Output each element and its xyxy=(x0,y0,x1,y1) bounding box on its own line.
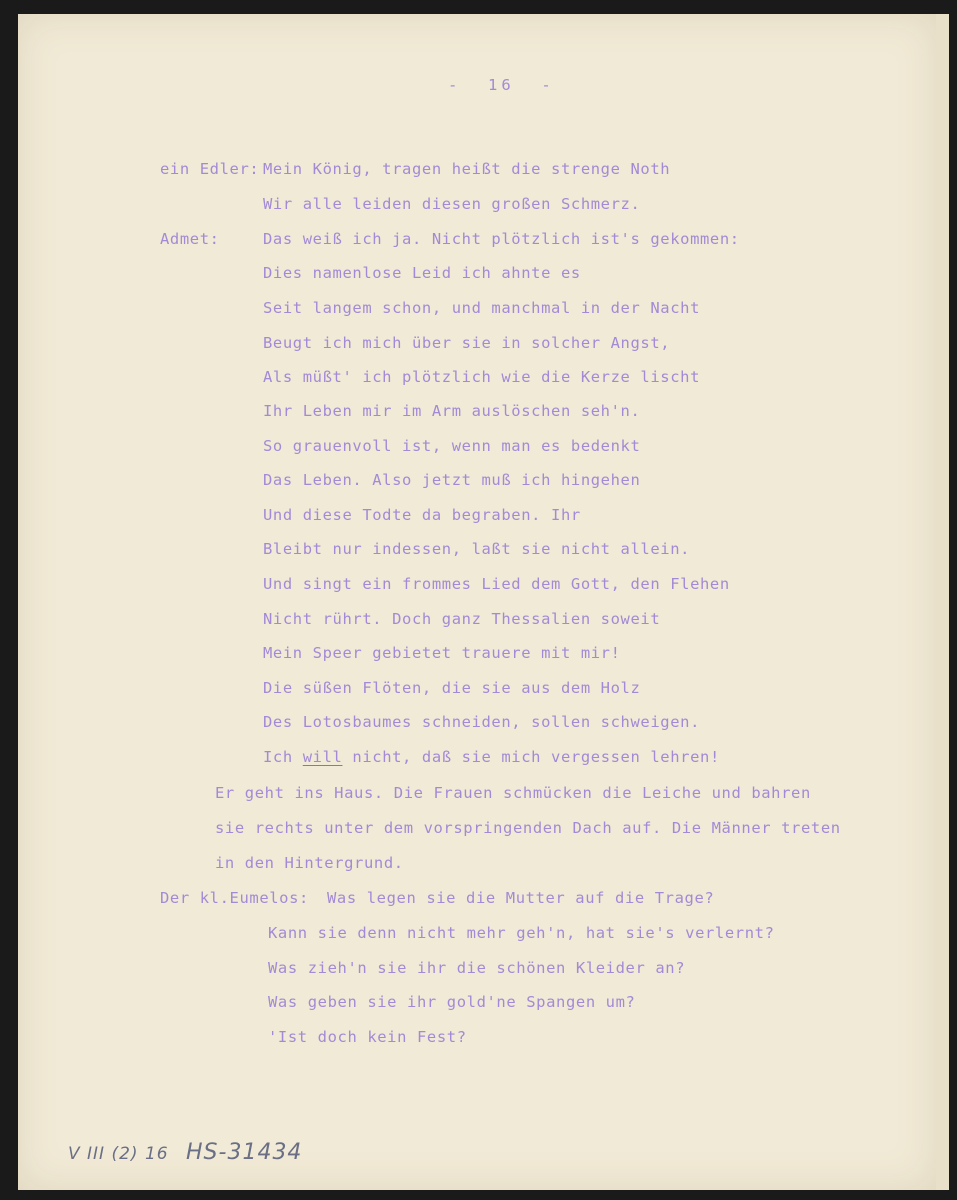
verse-line: Seit langem schon, und manchmal in der Nacht xyxy=(263,299,700,317)
verse-line: Wir alle leiden diesen großen Schmerz. xyxy=(263,195,641,213)
verse-line: Als müßt' ich plötzlich wie die Kerze lischt xyxy=(263,368,700,386)
verse-line: Dies namenlose Leid ich ahnte es xyxy=(263,264,581,282)
stage-direction-line: in den Hintergrund. xyxy=(215,854,404,872)
verse-line: Kann sie denn nicht mehr geh'n, hat sie's verlernt? xyxy=(268,924,775,942)
page-edge xyxy=(936,14,949,1190)
stage-direction-line: sie rechts unter dem vorspringenden Dach auf. Die Männer treten xyxy=(215,819,841,837)
verse-line: Und singt ein frommes Lied dem Gott, den Flehen xyxy=(263,575,730,593)
verse-text: nicht, daß sie mich vergessen lehren! xyxy=(342,748,720,766)
verse-line: 'Ist doch kein Fest? xyxy=(268,1028,467,1046)
verse-line: Beugt ich mich über sie in solcher Angst, xyxy=(263,334,671,352)
verse-line: Und diese Todte da begraben. Ihr xyxy=(263,506,581,524)
archive-signature: V III (2) 16 xyxy=(68,1144,169,1164)
verse-line: Des Lotosbaumes schneiden, sollen schweigen. xyxy=(263,713,700,731)
verse-line: Ihr Leben mir im Arm auslöschen seh'n. xyxy=(263,402,641,420)
page-number: - 16 - xyxy=(448,76,555,94)
verse-line: Was zieh'n sie ihr die schönen Kleider an? xyxy=(268,959,686,977)
archive-shelfmark: HS-31434 xyxy=(186,1140,303,1165)
verse-line: Das Leben. Also jetzt muß ich hingehen xyxy=(263,471,641,489)
stage-direction-line: Er geht ins Haus. Die Frauen schmücken die Leiche und bahren xyxy=(215,784,811,802)
speaker-label: Admet: xyxy=(160,230,220,248)
verse-line: Bleibt nur indessen, laßt sie nicht allein. xyxy=(263,540,691,558)
speaker-label: ein Edler: xyxy=(160,160,260,178)
verse-line: Was legen sie die Mutter auf die Trage? xyxy=(327,889,715,907)
speaker-label: Der kl.Eumelos: xyxy=(160,889,309,907)
verse-line: Mein König, tragen heißt die strenge Noth xyxy=(263,160,671,178)
verse-line: So grauenvoll ist, wenn man es bedenkt xyxy=(263,437,641,455)
verse-line: Die süßen Flöten, die sie aus dem Holz xyxy=(263,679,641,697)
verse-line: Mein Speer gebietet trauere mit mir! xyxy=(263,644,621,662)
verse-line: Nicht rührt. Doch ganz Thessalien soweit xyxy=(263,610,661,628)
verse-line: Was geben sie ihr gold'ne Spangen um? xyxy=(268,993,636,1011)
verse-text: Ich xyxy=(263,748,303,766)
underlined-word: will xyxy=(302,748,343,766)
verse-line: Das weiß ich ja. Nicht plötzlich ist's gekommen: xyxy=(263,230,740,248)
verse-line-emphasis xyxy=(263,750,720,766)
document-page xyxy=(18,14,936,1190)
